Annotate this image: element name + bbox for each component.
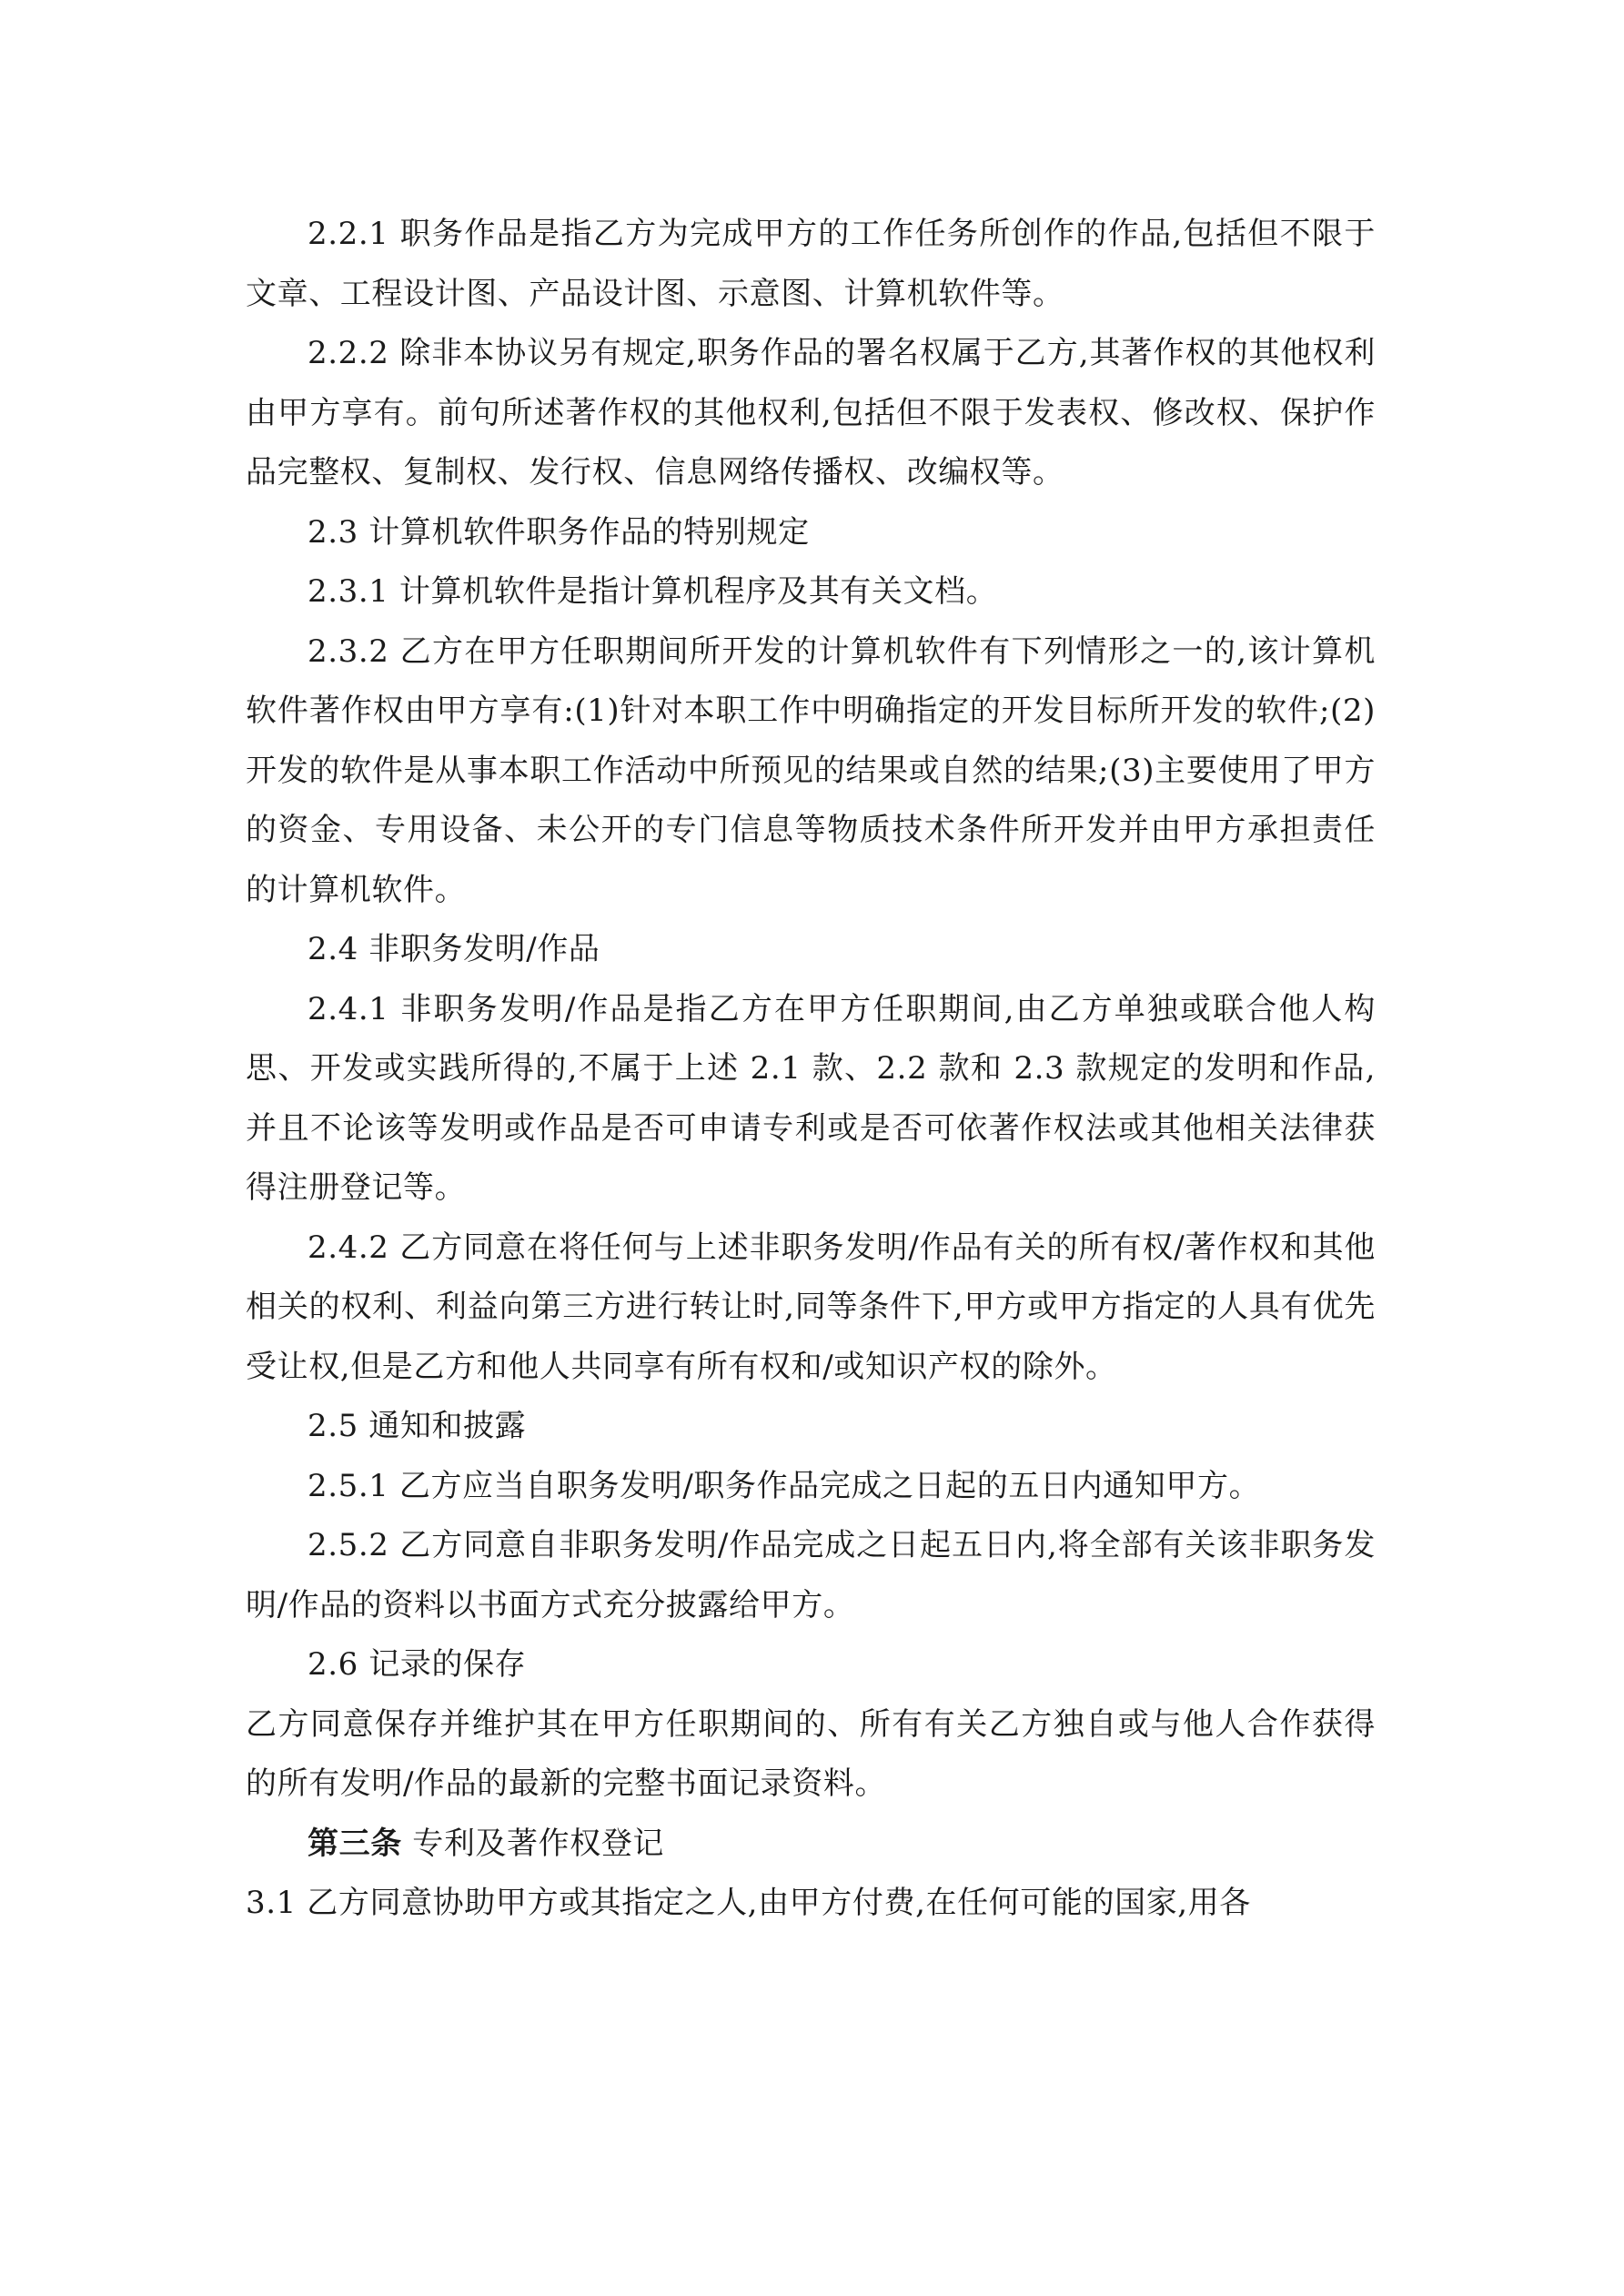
clause-2-5-2: 2.5.2 乙方同意自非职务发明/作品完成之日起五日内,将全部有关该非职务发明/作品的资料以书面方式充分披露给甲方。	[246, 1527, 1376, 1623]
clause-2-3-2: 2.3.2 乙方在甲方任职期间所开发的计算机软件有下列情形之一的,该计算机软件著作权由甲方享有:(1)针对本职工作中明确指定的开发目标所开发的软件;(2)开发的软件是从事本职工作活动中所预见的结果或自然的结果;(3)主要使用了甲方的资金、专用设备、未公开的专门信息等物质技术条件所开发并由甲方承担责任的计算机软件。	[246, 632, 1376, 908]
clause-2-3-1: 2.3.1 计算机软件是指计算机程序及其有关文档。	[308, 573, 998, 610]
clause-2-6-body: 乙方同意保存并维护其在甲方任职期间的、所有有关乙方独自或与他人合作获得的所有发明/作品的最新的完整书面记录资料。	[246, 1705, 1376, 1802]
article-3-label: 第三条	[308, 1825, 402, 1862]
clause-2-3-heading: 2.3 计算机软件职务作品的特别规定	[308, 513, 810, 551]
clause-2-4-1: 2.4.1 非职务发明/作品是指乙方在甲方任职期间,由乙方单独或联合他人构思、开发或实践所得的,不属于上述 2.1 款、2.2 款和 2.3 款规定的发明和作品,并且不论该等发明或作品是否可申请专利或是否可依著作权法或其他相关法律获得注册登记等。	[246, 990, 1376, 1206]
article-3-title: 专利及著作权登记	[401, 1825, 665, 1862]
document-page	[246, 205, 1376, 1934]
clause-2-5-1: 2.5.1 乙方应当自职务发明/职务作品完成之日起的五日内通知甲方。	[308, 1467, 1261, 1504]
clause-2-2-2: 2.2.2 除非本协议另有规定,职务作品的署名权属于乙方,其著作权的其他权利由甲方享有。前句所述著作权的其他权利,包括但不限于发表权、修改权、保护作品完整权、复制权、发行权、信息网络传播权、改编权等。	[246, 335, 1376, 491]
clause-2-4-heading: 2.4 非职务发明/作品	[308, 931, 600, 967]
clause-2-6-heading: 2.6 记录的保存	[308, 1646, 527, 1683]
article-3-heading	[246, 1815, 1376, 1875]
clause-2-4-2: 2.4.2 乙方同意在将任何与上述非职务发明/作品有关的所有权/著作权和其他相关的权利、利益向第三方进行转让时,同等条件下,甲方或甲方指定的人具有优先受让权,但是乙方和他人共同享有所有权和/或知识产权的除外。	[246, 1229, 1376, 1385]
clause-2-2-1: 2.2.1 职务作品是指乙方为完成甲方的工作任务所创作的作品,包括但不限于文章、工程设计图、产品设计图、示意图、计算机软件等。	[246, 216, 1376, 312]
clause-3-1: 3.1 乙方同意协助甲方或其指定之人,由甲方付费,在任何可能的国家,用各	[246, 1885, 1251, 1921]
clause-2-5-heading: 2.5 通知和披露	[308, 1408, 527, 1444]
